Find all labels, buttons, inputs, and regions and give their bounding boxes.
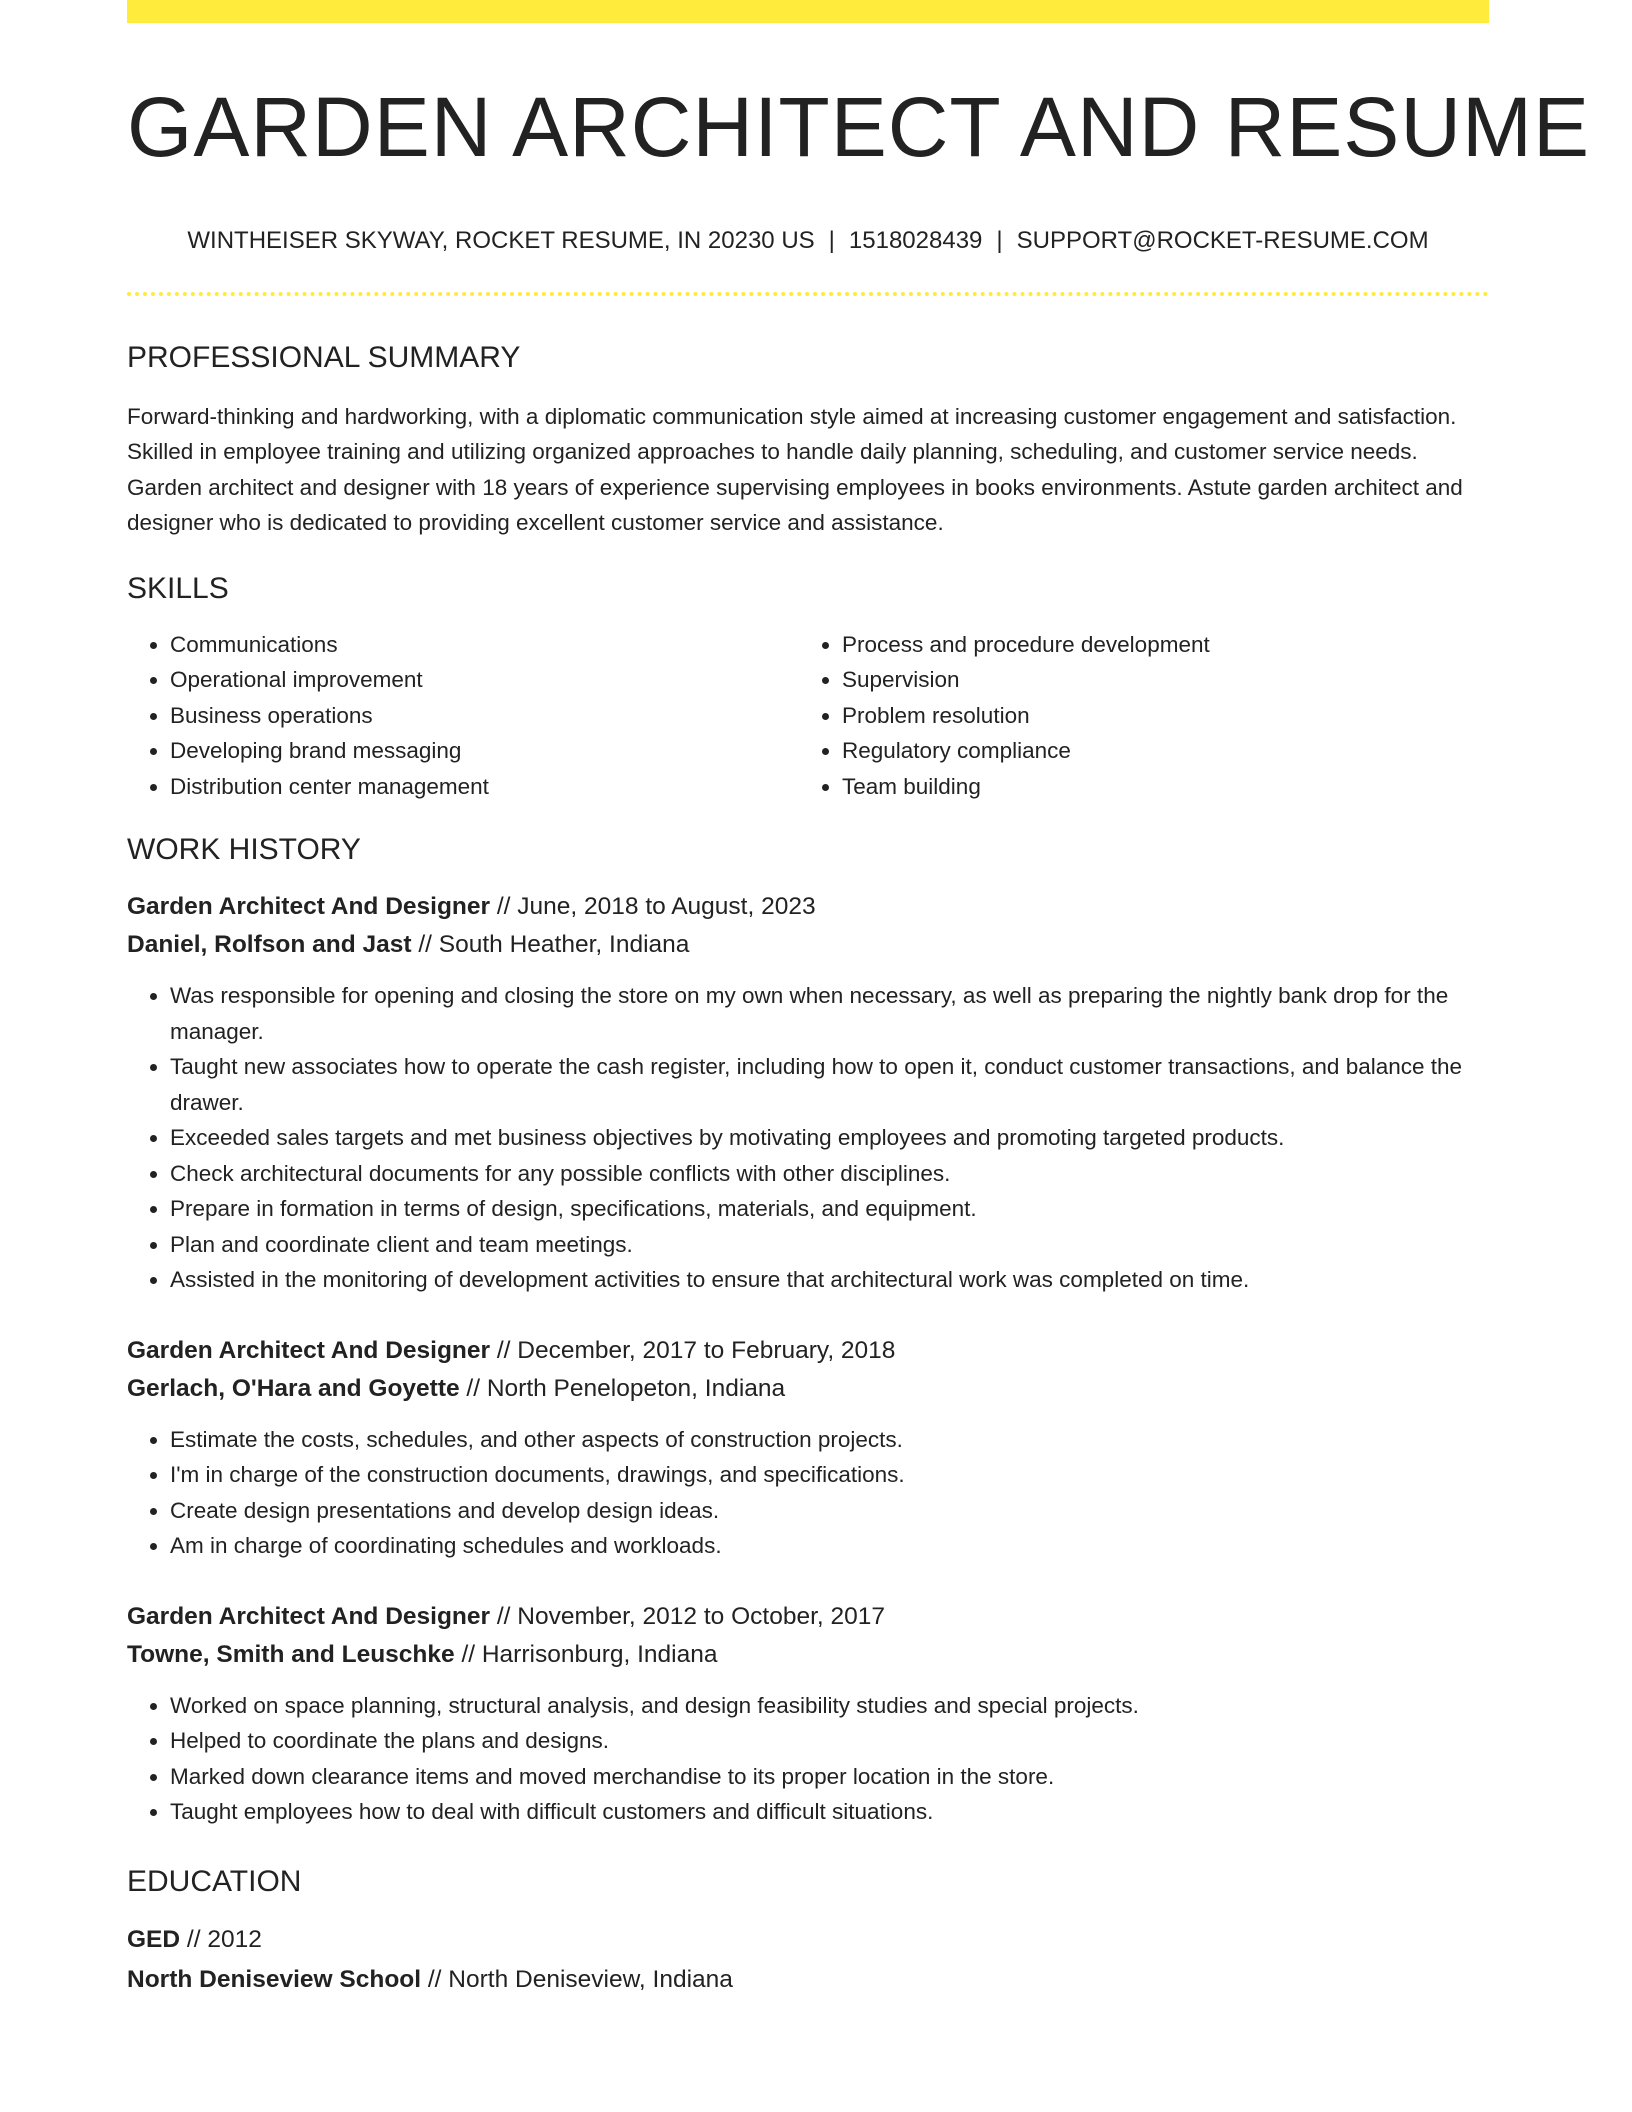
job-entry [127, 1332, 1489, 1564]
header-divider [127, 292, 1489, 296]
education-entry [127, 1920, 1489, 2000]
resume-name: GARDEN ARCHITECT AND RESUME [127, 80, 1590, 174]
job-bullets [127, 1688, 1489, 1830]
job-bullet: • Prepare in formation in terms of design, specifications, materials, and equipment. [170, 1191, 1489, 1227]
job-bullet: • Helped to coordinate the plans and designs. [170, 1723, 1489, 1759]
skills-column-right [799, 627, 1471, 805]
job-title-line [127, 1332, 1489, 1370]
job-bullet: • Was responsible for opening and closing the store on my own when necessary, as well as preparing the nightly bank drop for the manager. [170, 978, 1489, 1049]
job-company-line [127, 926, 1489, 964]
job-position: Garden Architect And Designer [127, 1602, 491, 1630]
job-title-line [127, 1598, 1489, 1636]
job-position: Garden Architect And Designer [127, 1336, 491, 1364]
skill-item: • Process and procedure development [842, 627, 1471, 663]
job-dates: // December, 2017 to February, 2018 [490, 1336, 896, 1364]
skills-column-left [127, 627, 799, 805]
job-company-line [127, 1636, 1489, 1674]
resume-page [127, 0, 1590, 2000]
contact-address: WINTHEISER SKYWAY, ROCKET RESUME, IN 20230 US [187, 227, 815, 254]
job-dates: // November, 2012 to October, 2017 [490, 1602, 886, 1630]
job-company: Towne, Smith and Leuschke [127, 1640, 455, 1668]
education-degree-line [127, 1920, 1489, 1960]
skill-item: • Operational improvement [170, 662, 799, 698]
job-bullet: • Marked down clearance items and moved merchandise to its proper location in the store. [170, 1759, 1489, 1795]
job-bullet: • Taught employees how to deal with difficult customers and difficult situations. [170, 1794, 1489, 1830]
job-location: // South Heather, Indiana [411, 931, 690, 959]
contact-line [127, 227, 1489, 256]
education-degree: GED [127, 1925, 181, 1953]
job-position: Garden Architect And Designer [127, 893, 491, 921]
education-heading: EDUCATION [127, 1864, 302, 1898]
job-bullet: • Create design presentations and develop design ideas. [170, 1493, 1489, 1529]
skill-item: • Business operations [170, 698, 799, 734]
top-accent-bar [127, 0, 1489, 23]
job-company: Daniel, Rolfson and Jast [127, 931, 412, 959]
skill-item: • Regulatory compliance [842, 733, 1471, 769]
skill-item: • Developing brand messaging [170, 733, 799, 769]
summary-text: Forward-thinking and hardworking, with a diplomatic communication style aimed at increasing customer engagement and satisfaction. Skilled in employee training and utilizing organized approaches to handle daily planning, scheduling, and customer service needs. Garden architect and designer with 18 years of experience supervising employees in books environments. Astute garden architect and designer who is dedicated to providing excellent customer service and assistance. [127, 403, 1463, 536]
skills-heading: SKILLS [127, 571, 229, 605]
job-company-line [127, 1370, 1489, 1408]
job-bullet: • Exceeded sales targets and met business objectives by motivating employees and promoting targeted products. [170, 1120, 1489, 1156]
skills-list [127, 627, 1489, 805]
summary-heading: PROFESSIONAL SUMMARY [127, 340, 521, 374]
contact-separator: | [996, 227, 1003, 254]
education-school: North Deniseview School [127, 1965, 422, 1993]
job-bullet: • Worked on space planning, structural analysis, and design feasibility studies and special projects. [170, 1688, 1489, 1724]
work-history-heading: WORK HISTORY [127, 833, 361, 867]
skill-item: • Team building [842, 769, 1471, 805]
job-entry [127, 1598, 1489, 1830]
job-location: // North Penelopeton, Indiana [459, 1374, 786, 1402]
job-bullet: • Plan and coordinate client and team meetings. [170, 1227, 1489, 1263]
skill-item: • Supervision [842, 662, 1471, 698]
contact-phone: 1518028439 [848, 227, 983, 254]
job-bullet: • I'm in charge of the construction documents, drawings, and specifications. [170, 1457, 1489, 1493]
job-bullets [127, 1422, 1489, 1564]
job-bullet: • Taught new associates how to operate the cash register, including how to open it, conduct customer transactions, and balance the drawer. [170, 1049, 1489, 1120]
job-bullet: • Assisted in the monitoring of development activities to ensure that architectural work was completed on time. [170, 1262, 1489, 1298]
job-location: // Harrisonburg, Indiana [454, 1640, 718, 1668]
contact-separator: | [828, 227, 835, 254]
contact-email: SUPPORT@ROCKET-RESUME.COM [1016, 227, 1429, 254]
job-entry [127, 888, 1489, 1298]
education-year: // 2012 [180, 1925, 262, 1953]
job-bullets [127, 978, 1489, 1298]
skill-item: • Distribution center management [170, 769, 799, 805]
skill-item: • Problem resolution [842, 698, 1471, 734]
education-school-line [127, 1960, 1489, 2000]
skill-item: • Communications [170, 627, 799, 663]
education-location: // North Deniseview, Indiana [421, 1965, 733, 1993]
job-bullet: • Am in charge of coordinating schedules and workloads. [170, 1528, 1489, 1564]
job-dates: // June, 2018 to August, 2023 [490, 893, 816, 921]
job-company: Gerlach, O'Hara and Goyette [127, 1374, 460, 1402]
job-bullet: • Check architectural documents for any possible conflicts with other disciplines. [170, 1156, 1489, 1192]
job-title-line [127, 888, 1489, 926]
job-bullet: • Estimate the costs, schedules, and other aspects of construction projects. [170, 1422, 1489, 1458]
